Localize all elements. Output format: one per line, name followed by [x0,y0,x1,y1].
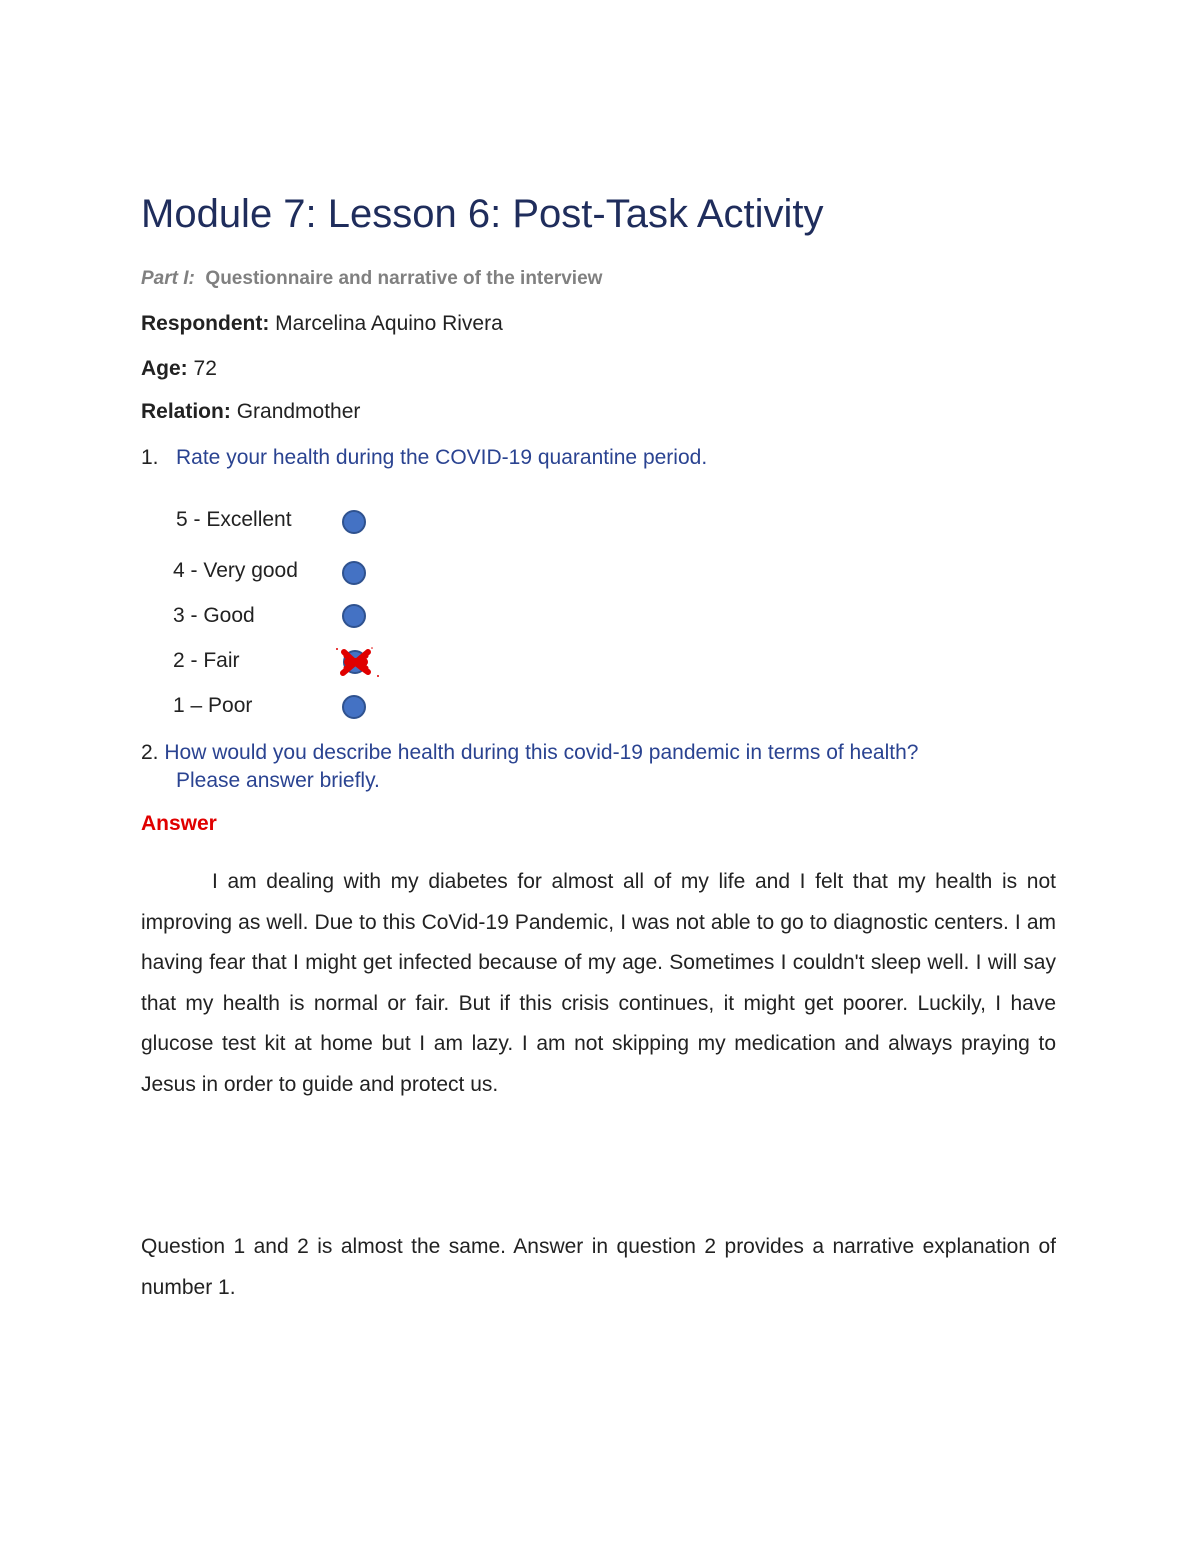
option-good-radio[interactable] [342,604,366,628]
question-2 [141,739,918,795]
question-2-line-1: How would you describe health during this covid-19 pandemic in terms of health? [164,741,919,764]
ink-dot-icon [377,675,379,677]
page-title: Module 7: Lesson 6: Post-Task Activity [141,192,824,236]
ink-dot-icon [336,648,338,650]
question-2-line-2: Please answer briefly. [176,769,380,792]
conclusion-paragraph: Question 1 and 2 is almost the same. Answer in question 2 provides a narrative explanation of number 1. [141,1235,1056,1299]
option-excellent-radio[interactable] [342,510,366,534]
respondent-label: Respondent: [141,312,270,335]
question-1-number: 1. [141,446,159,469]
option-fair-label: 2 - Fair [173,649,240,672]
option-very-good-label: 4 - Very good [173,559,298,582]
relation-field [141,400,360,424]
question-1 [141,446,707,470]
part-heading [141,268,602,290]
option-fair-radio-selected[interactable] [334,644,382,680]
question-2-number: 2. [141,741,159,764]
relation-label: Relation: [141,400,231,423]
answer-paragraph: I am dealing with my diabetes for almost all of my life and I felt that my health is not improving as well. Due to this CoVid-19 Pandemic, I was not able to go to diagnostic centers. I am having fear that I might get infected because of my age. Sometimes I couldn't sleep well. I will say that my health is normal or fair. But if this crisis continues, it might get poorer. Luckily, I have glucose test kit at home but I am lazy. I am not skipping my medication and always praying to Jesus in order to guide and protect us. [141,870,1056,1096]
ink-dot-icon [371,647,373,649]
option-good-label: 3 - Good [173,604,255,627]
option-very-good-radio[interactable] [342,561,366,585]
option-poor-label: 1 – Poor [173,694,253,717]
option-poor-radio[interactable] [342,695,366,719]
part-label: Part I: [141,268,195,289]
part-text: Questionnaire and narrative of the interview [205,268,603,289]
age-label: Age: [141,357,188,380]
age-value: 72 [193,357,217,380]
respondent-field [141,312,503,336]
relation-value: Grandmother [236,400,361,423]
option-excellent-label: 5 - Excellent [176,508,292,531]
question-1-text: Rate your health during the COVID-19 quarantine period. [176,446,708,469]
age-field [141,357,217,381]
respondent-value: Marcelina Aquino Rivera [275,312,503,335]
answer-heading: Answer [141,812,217,835]
